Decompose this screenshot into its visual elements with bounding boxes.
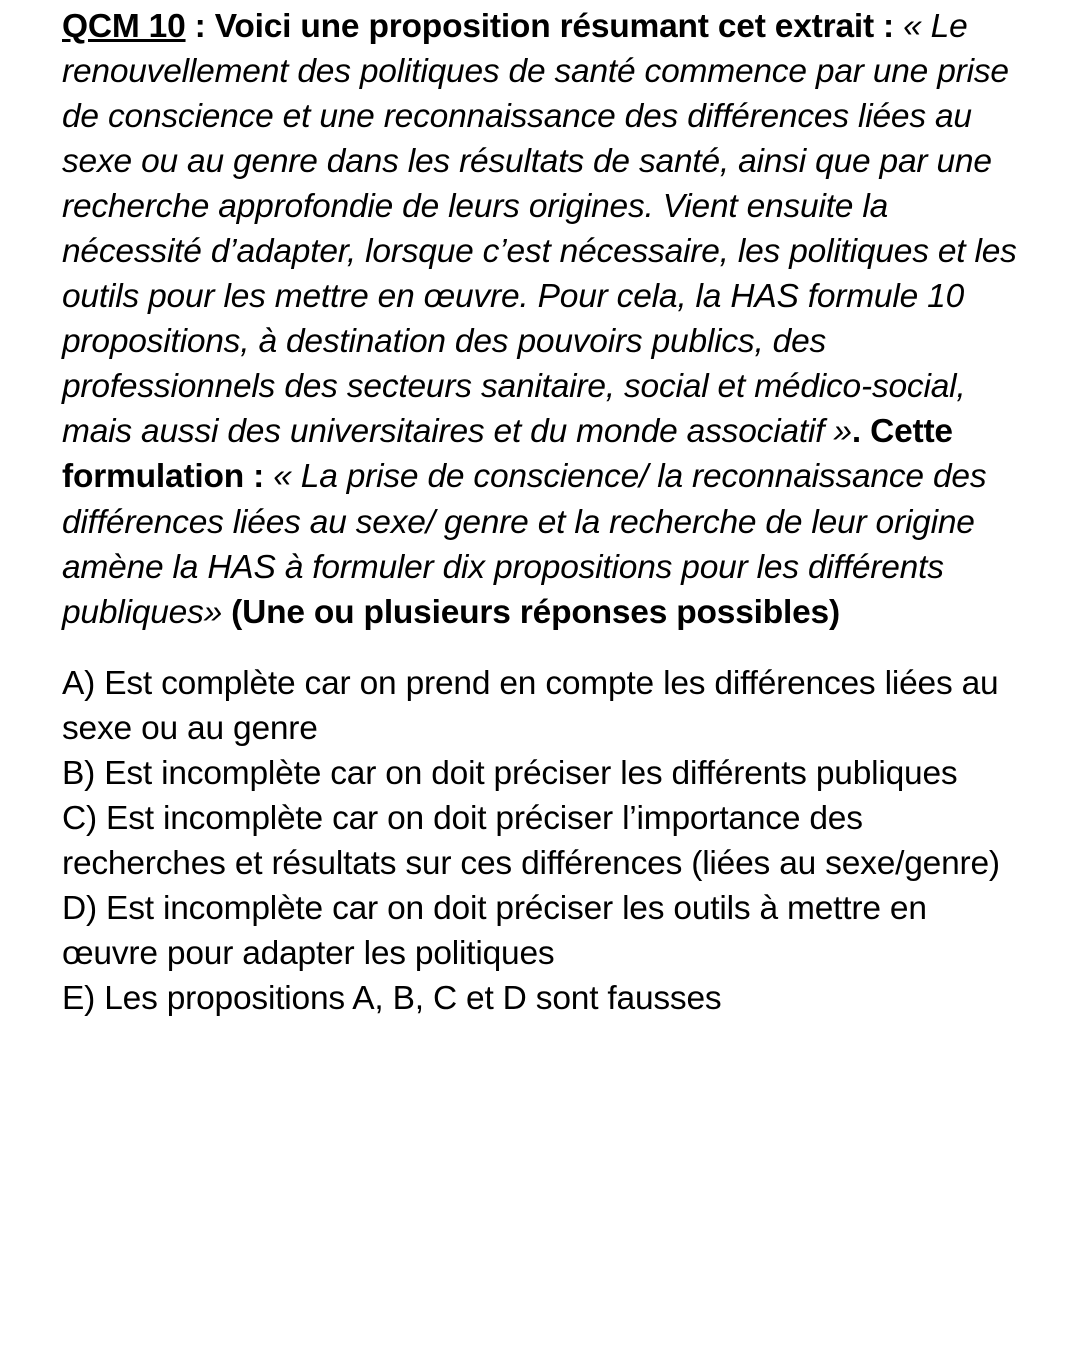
question-label: QCM 10	[62, 8, 186, 45]
question-label-separator: :	[185, 8, 215, 45]
question-quote-primary: « Le renouvellement des politiques de santé commence par une prise de conscience et une reconnaissance des différences liées au sexe ou au genre dans les résultats de santé, ainsi que par une recherche approfondie de leurs origines. Vient ensuite la nécessité d’adapter, lorsque c’est nécessaire, les politiques et les outils pour les mettre en œuvre. Pour cela, la HAS formule 10 propositions, à destination des pouvoirs publics, des professionnels des secteurs sanitaire, social et médico-social, mais aussi des universitaires et du monde associatif »	[62, 8, 1017, 451]
question-statement	[62, 4, 1018, 635]
answer-option-b[interactable]: B) Est incomplète car on doit préciser les différents publiques	[62, 754, 958, 792]
answer-option-d[interactable]: D) Est incomplète car on doit préciser les outils à mettre en œuvre pour adapter les politiques	[62, 889, 927, 972]
answer-option-c[interactable]: C) Est incomplète car on doit préciser l’importance des recherches et résultats sur ces différences (liées au sexe/genre)	[62, 799, 1000, 882]
answer-option-e[interactable]: E) Les propositions A, B, C et D sont fausses	[62, 979, 722, 1017]
question-mid-bold: . Cette formulation :	[62, 413, 953, 496]
answer-options-list	[62, 661, 1018, 1021]
question-quote-secondary: « La prise de conscience/ la reconnaissance des différences liées au sexe/ genre et la recherche de leur origine amène la HAS à formuler dix propositions pour les différents publiques»	[62, 458, 987, 631]
answer-option-a[interactable]: A) Est complète car on prend en compte les différences liées au sexe ou au genre	[62, 664, 999, 747]
question-intro: Voici une proposition résumant cet extrait :	[214, 8, 904, 45]
question-instruction: (Une ou plusieurs réponses possibles)	[222, 593, 840, 631]
